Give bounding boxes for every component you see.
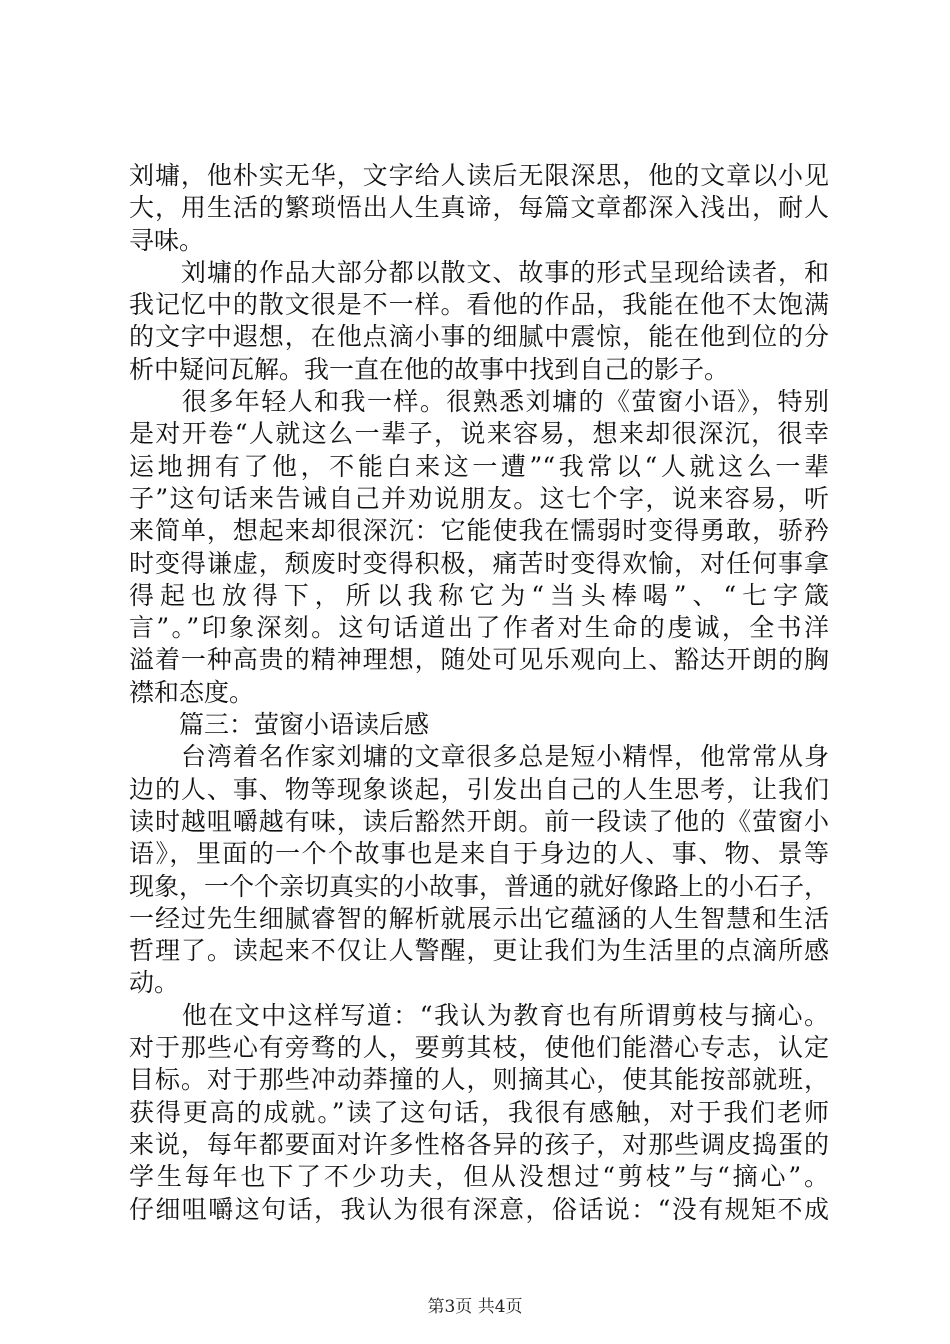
text-line: 是对开卷“人就这么一辈子，说来容易，想来却很深沉，很幸 — [129, 419, 829, 449]
text-line: 很多年轻人和我一样。很熟悉刘墉的《萤窗小语》，特别 — [129, 387, 829, 417]
text-line: 他在文中这样写道：“我认为教育也有所谓剪枝与摘心。 — [129, 1000, 829, 1030]
text-line: 来简单，想起来却很深沉：它能使我在懦弱时变得勇敢，骄矜 — [129, 516, 829, 546]
text-line: 得起也放得下，所以我称它为“当头棒喝”、“七字箴 — [129, 580, 829, 610]
text-line: 读时越咀嚼越有味，读后豁然开朗。前一段读了他的《萤窗小 — [129, 806, 829, 836]
text-line: 篇三：萤窗小语读后感 — [129, 710, 430, 740]
text-line: 子”这句话来告诫自己并劝说朋友。这七个字，说来容易，听 — [129, 483, 829, 513]
text-line: 溢着一种高贵的精神理想，随处可见乐观向上、豁达开朗的胸 — [129, 645, 829, 675]
text-line: 对于那些心有旁骛的人，要剪其枝，使他们能潜心专志，认定 — [129, 1033, 829, 1063]
text-line: 我记忆中的散文很是不一样。看他的作品，我能在他不太饱满 — [129, 290, 829, 320]
text-line: 获得更高的成就。”读了这句话，我很有感触，对于我们老师 — [129, 1097, 829, 1127]
text-line: 言”。”印象深刻。这句话道出了作者对生命的虔诚，全书洋 — [129, 613, 829, 643]
text-line: 哲理了。读起来不仅让人警醒，更让我们为生活里的点滴所感 — [129, 936, 829, 966]
text-line: 襟和态度。 — [129, 677, 255, 707]
text-line: 时变得谦虚，颓废时变得积极，痛苦时变得欢愉，对任何事拿 — [129, 548, 829, 578]
text-line: 来说，每年都要面对许多性格各异的孩子，对那些调皮捣蛋的 — [129, 1129, 829, 1159]
text-line: 析中疑问瓦解。我一直在他的故事中找到自己的影子。 — [129, 354, 730, 384]
document-body — [129, 160, 829, 1226]
text-line: 边的人、事、物等现象谈起，引发出自己的人生思考，让我们 — [129, 774, 829, 804]
text-line: 刘墉的作品大部分都以散文、故事的形式呈现给读者，和 — [129, 257, 829, 287]
text-line: 学生每年也下了不少功夫，但从没想过“剪枝”与“摘心”。 — [129, 1162, 829, 1192]
page-footer: 第3页 共4页 — [427, 1297, 523, 1317]
text-line: 运地拥有了他，不能白来这一遭”“我常以“人就这么一辈 — [129, 451, 829, 481]
text-line: 台湾着名作家刘墉的文章很多总是短小精悍，他常常从身 — [129, 742, 829, 772]
text-line: 刘墉，他朴实无华，文字给人读后无限深思，他的文章以小见 — [129, 161, 829, 190]
text-line: 一经过先生细腻睿智的解析就展示出它蕴涵的人生智慧和生活 — [129, 903, 829, 933]
text-line: 的文字中遐想，在他点滴小事的细腻中震惊，能在他到位的分 — [129, 322, 829, 352]
text-line: 目标。对于那些冲动莽撞的人，则摘其心，使其能按部就班， — [129, 1065, 829, 1095]
text-line: 大，用生活的繁琐悟出人生真谛，每篇文章都深入浅出，耐人 — [129, 193, 829, 223]
text-line: 寻味。 — [129, 225, 205, 255]
text-line: 现象，一个个亲切真实的小故事，普通的就好像路上的小石子， — [129, 871, 829, 901]
text-line: 语》，里面的一个个故事也是来自于身边的人、事、物、景等 — [129, 839, 829, 869]
text-line: 仔细咀嚼这句话，我认为很有深意，俗话说：“没有规矩不成 — [129, 1194, 829, 1224]
text-line: 动。 — [129, 968, 180, 998]
